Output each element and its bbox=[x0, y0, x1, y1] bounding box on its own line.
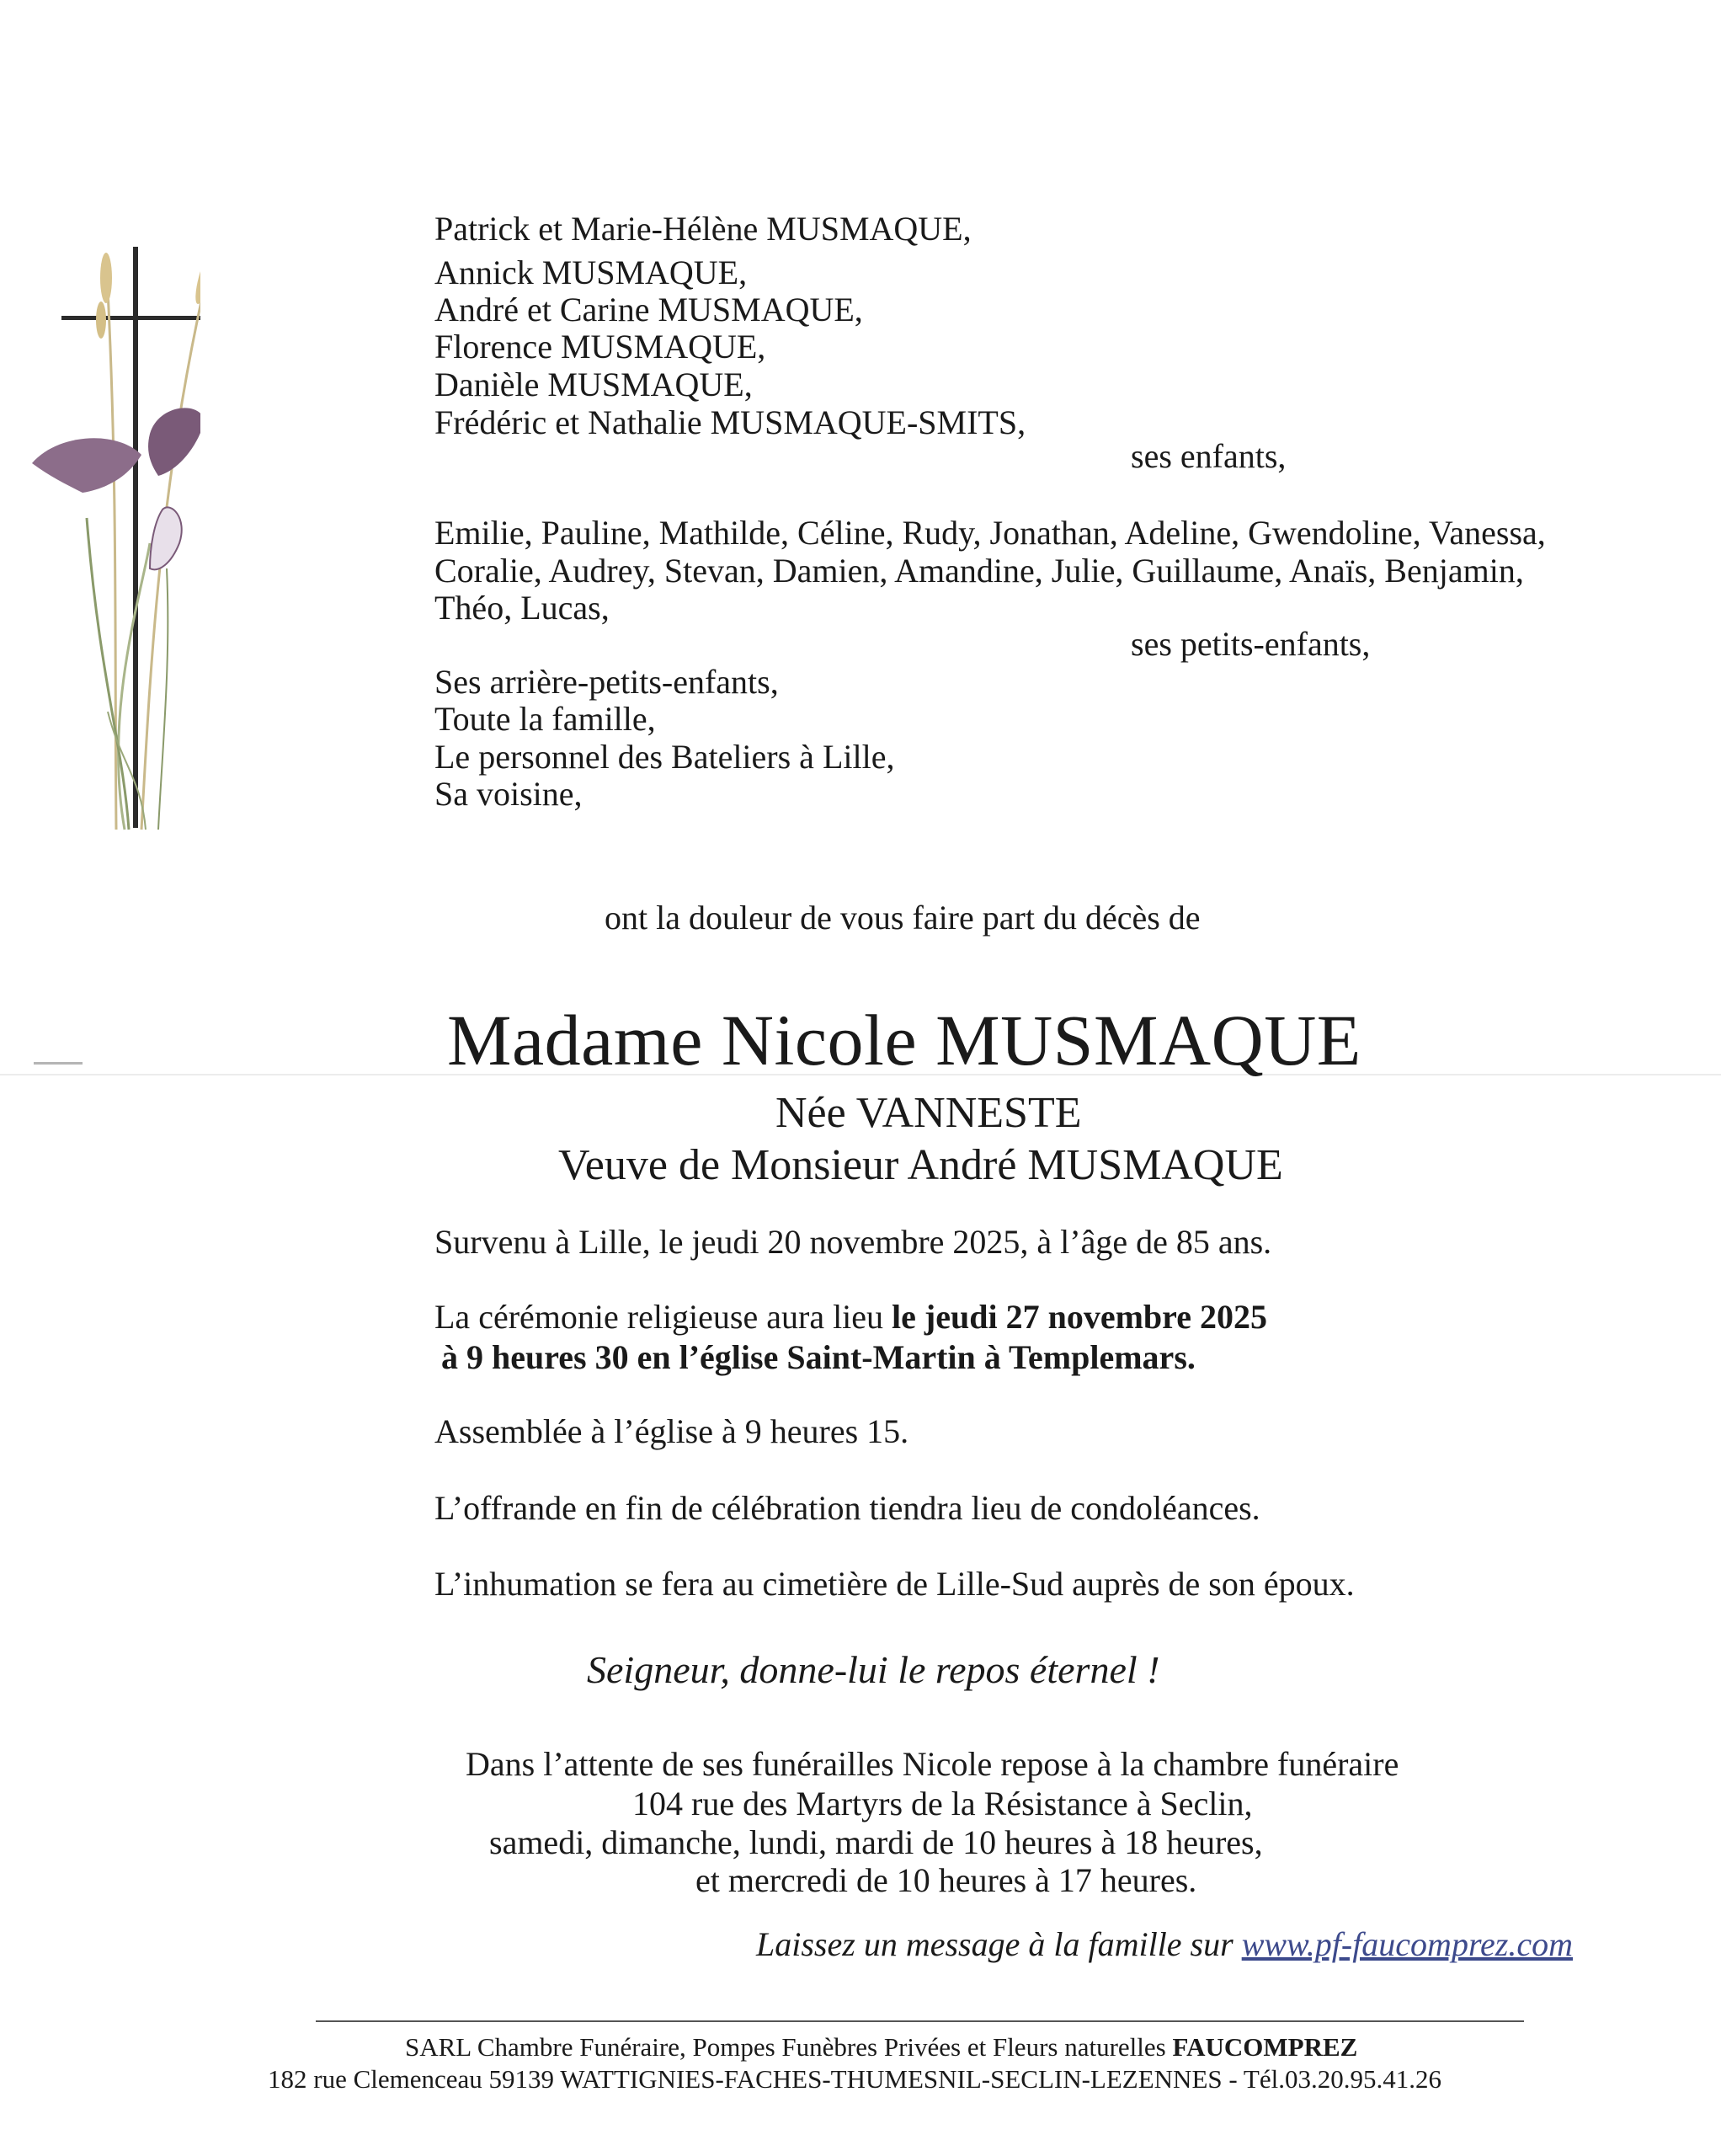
others-line-2: Toute la famille, bbox=[434, 700, 656, 738]
grandchildren-label: ses petits-enfants, bbox=[1131, 625, 1371, 663]
message-text: Laissez un message à la famille sur bbox=[756, 1925, 1242, 1963]
death-info: Survenu à Lille, le jeudi 20 novembre 2025, à l’âge de 85 ans. bbox=[434, 1223, 1272, 1261]
others-line-4: Sa voisine, bbox=[434, 775, 583, 813]
message-line bbox=[756, 1925, 1573, 1963]
footer-line-1 bbox=[405, 2034, 1357, 2060]
footer-address: 182 rue Clemenceau 59139 WATTIGNIES-FACHES-THUMESNIL-SECLIN-LEZENNES - Tél.03.20.95.41.26 bbox=[268, 2064, 1441, 2094]
fold-mark bbox=[34, 1062, 83, 1065]
family-line-1: Patrick et Marie-Hélène MUSMAQUE, bbox=[434, 210, 972, 248]
grandchildren-line-1: Emilie, Pauline, Mathilde, Céline, Rudy, Jonathan, Adeline, Gwendoline, Vanessa, bbox=[434, 514, 1546, 552]
visitation-line-2: 104 rue des Martyrs de la Résistance à Seclin, bbox=[632, 1785, 1253, 1822]
footer-company-desc: SARL Chambre Funéraire, Pompes Funèbres Privées et Fleurs naturelles bbox=[405, 2032, 1173, 2062]
others-line-3: Le personnel des Bateliers à Lille, bbox=[434, 738, 895, 776]
ceremony-date: le jeudi 27 novembre 2025 bbox=[892, 1298, 1267, 1336]
footer-company-name: FAUCOMPREZ bbox=[1172, 2032, 1358, 2062]
offering-info: L’offrande en fin de célébration tiendra lieu de condoléances. bbox=[434, 1489, 1260, 1527]
ceremony-place: à 9 heures 30 en l’église Saint-Martin à Templemars. bbox=[441, 1338, 1196, 1376]
family-line-2: Annick MUSMAQUE, bbox=[434, 253, 748, 291]
burial-info: L’inhumation se fera au cimetière de Lille-Sud auprès de son époux. bbox=[434, 1565, 1355, 1603]
family-line-6: Frédéric et Nathalie MUSMAQUE-SMITS, bbox=[434, 403, 1026, 441]
visitation-line-3: samedi, dimanche, lundi, mardi de 10 heures à 18 heures, bbox=[489, 1823, 1263, 1861]
family-line-4: Florence MUSMAQUE, bbox=[434, 328, 766, 366]
others-line-1: Ses arrière-petits-enfants, bbox=[434, 663, 779, 701]
visitation-line-4: et mercredi de 10 heures à 17 heures. bbox=[695, 1861, 1197, 1899]
children-label: ses enfants, bbox=[1131, 437, 1287, 475]
maiden-name: Née VANNESTE bbox=[775, 1089, 1082, 1137]
prayer: Seigneur, donne-lui le repos éternel ! bbox=[587, 1648, 1160, 1691]
grandchildren-line-2: Coralie, Audrey, Stevan, Damien, Amandine, Julie, Guillaume, Anaïs, Benjamin, bbox=[434, 552, 1524, 590]
visitation-line-1: Dans l’attente de ses funérailles Nicole repose à la chambre funéraire bbox=[466, 1745, 1399, 1783]
footer-divider bbox=[316, 2020, 1524, 2022]
ceremony-prefix: La cérémonie religieuse aura lieu bbox=[434, 1298, 892, 1336]
family-line-3: André et Carine MUSMAQUE, bbox=[434, 291, 863, 328]
website-link[interactable]: www.pf-faucomprez.com bbox=[1241, 1925, 1573, 1963]
widow-of: Veuve de Monsieur André MUSMAQUE bbox=[558, 1141, 1283, 1189]
cross-flower-ornament-icon bbox=[24, 240, 200, 846]
deceased-name: Madame Nicole MUSMAQUE bbox=[447, 1000, 1361, 1081]
grandchildren-line-3: Théo, Lucas, bbox=[434, 589, 610, 627]
family-line-5: Danièle MUSMAQUE, bbox=[434, 366, 753, 403]
announcement: ont la douleur de vous faire part du décès de bbox=[605, 899, 1201, 937]
assembly-info: Assemblée à l’église à 9 heures 15. bbox=[434, 1412, 909, 1450]
ceremony-line-1 bbox=[434, 1300, 1267, 1334]
